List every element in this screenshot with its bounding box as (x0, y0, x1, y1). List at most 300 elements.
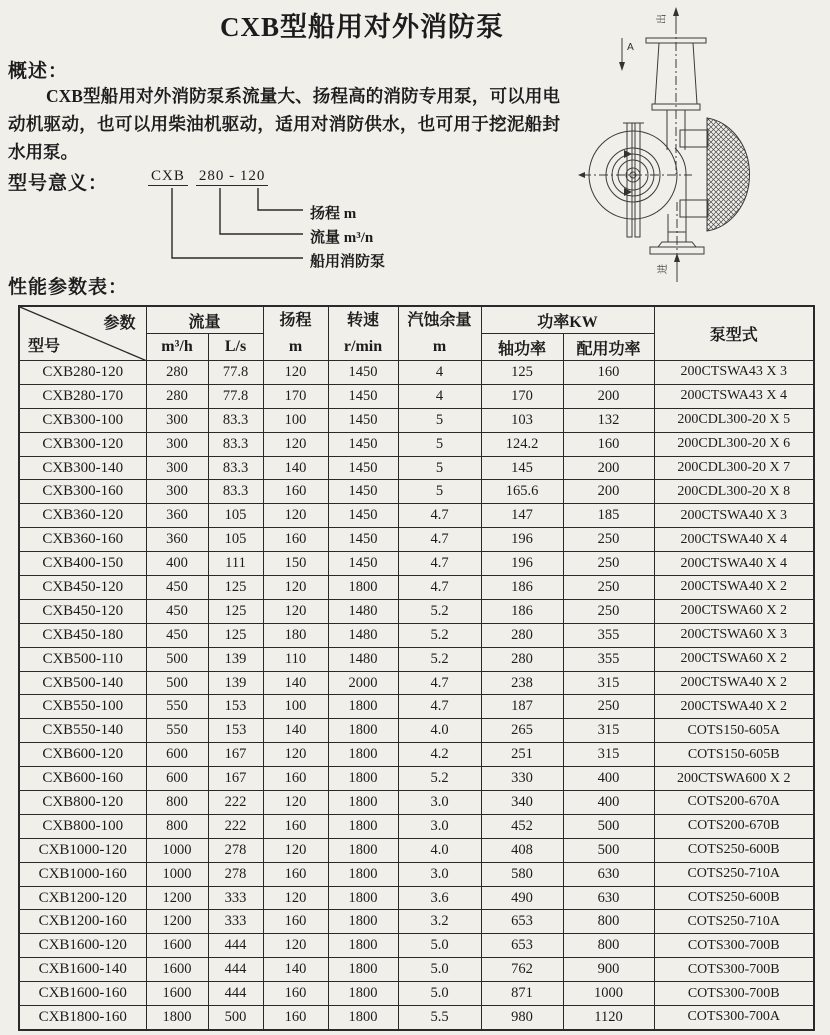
diagram-label-head: 扬程 m (310, 206, 357, 222)
value-cell: 110 (263, 647, 328, 671)
value-cell: 1800 (328, 791, 398, 815)
diagram-label-pump: 船用消防泵 (310, 254, 386, 270)
value-cell: 871 (481, 982, 563, 1006)
pump-type-cell: 200CTSWA40 X 4 (654, 528, 814, 552)
value-cell: 5.2 (398, 647, 481, 671)
value-cell: 653 (481, 910, 563, 934)
value-cell: 250 (563, 528, 654, 552)
value-cell: 1800 (328, 719, 398, 743)
value-cell: 762 (481, 958, 563, 982)
value-cell: 315 (563, 671, 654, 695)
pump-type-cell: 200CTSWA60 X 2 (654, 599, 814, 623)
model-cell: CXB300-140 (19, 456, 146, 480)
model-cell: CXB300-100 (19, 408, 146, 432)
value-cell: 444 (208, 934, 263, 958)
power-header: 功率KW (481, 306, 654, 334)
model-cell: CXB500-110 (19, 647, 146, 671)
value-cell: 125 (481, 361, 563, 385)
value-cell: 630 (563, 862, 654, 886)
pump-type-cell: COTS300-700B (654, 982, 814, 1006)
connector-top (680, 130, 708, 147)
value-cell: 140 (263, 958, 328, 982)
value-cell: 160 (263, 767, 328, 791)
model-cell: CXB1600-140 (19, 958, 146, 982)
value-cell: 355 (563, 623, 654, 647)
value-cell: 280 (481, 647, 563, 671)
value-cell: 550 (146, 695, 208, 719)
value-cell: 120 (263, 576, 328, 600)
value-cell: 5 (398, 432, 481, 456)
value-cell: 1800 (146, 1006, 208, 1030)
value-cell: 1800 (328, 982, 398, 1006)
pump-type-cell: 200CTSWA40 X 3 (654, 504, 814, 528)
value-cell: 83.3 (208, 480, 263, 504)
value-cell: 124.2 (481, 432, 563, 456)
table-row (19, 432, 814, 456)
overview-paragraph: CXB型船用对外消防泵系流量大、扬程高的消防专用泵，可以用电动机驱动，也可以用柴油机驱动，适用对消防供水，也可用于挖泥船封水用泵。 (8, 86, 560, 162)
value-cell: 120 (263, 791, 328, 815)
overview-heading: 概述： (8, 61, 69, 82)
value-cell: 5 (398, 456, 481, 480)
value-cell: 250 (563, 599, 654, 623)
value-cell: 200 (563, 480, 654, 504)
value-cell: 1120 (563, 1006, 654, 1030)
value-cell: 120 (263, 432, 328, 456)
value-cell: 360 (146, 528, 208, 552)
value-cell: 580 (481, 862, 563, 886)
table-row (19, 886, 814, 910)
value-cell: 1600 (146, 934, 208, 958)
table-row (19, 982, 814, 1006)
value-cell: 3.2 (398, 910, 481, 934)
head-header (263, 306, 328, 361)
value-cell: 160 (563, 361, 654, 385)
value-cell: 1450 (328, 384, 398, 408)
value-cell: 452 (481, 814, 563, 838)
value-cell: 120 (263, 504, 328, 528)
value-cell: 4.7 (398, 528, 481, 552)
value-cell: 160 (263, 528, 328, 552)
value-cell: 1800 (328, 767, 398, 791)
value-cell: 4.0 (398, 838, 481, 862)
value-cell: 105 (208, 504, 263, 528)
value-cell: 83.3 (208, 456, 263, 480)
table-row (19, 504, 814, 528)
model-cell: CXB360-120 (19, 504, 146, 528)
value-cell: 1800 (328, 814, 398, 838)
value-cell: 280 (146, 384, 208, 408)
model-cell: CXB1200-120 (19, 886, 146, 910)
value-cell: 100 (263, 408, 328, 432)
value-cell: 120 (263, 838, 328, 862)
value-cell: 4.7 (398, 695, 481, 719)
model-cell: CXB600-160 (19, 767, 146, 791)
shaft-power-header: 轴功率 (481, 334, 563, 361)
value-cell: 140 (263, 671, 328, 695)
value-cell: 4.7 (398, 552, 481, 576)
pump-type-cell: 200CDL300-20 X 8 (654, 480, 814, 504)
value-cell: 1800 (328, 695, 398, 719)
motor-section (707, 118, 750, 231)
corner-header-cell (19, 306, 146, 361)
model-cell: CXB550-140 (19, 719, 146, 743)
value-cell: 5.0 (398, 982, 481, 1006)
model-cell: CXB1600-120 (19, 934, 146, 958)
value-cell: 490 (481, 886, 563, 910)
performance-table (18, 305, 815, 1031)
table-row (19, 695, 814, 719)
value-cell: 315 (563, 743, 654, 767)
table-row (19, 910, 814, 934)
table-row (19, 719, 814, 743)
value-cell: 800 (563, 934, 654, 958)
value-cell: 1800 (328, 576, 398, 600)
value-cell: 800 (146, 814, 208, 838)
value-cell: 500 (563, 814, 654, 838)
value-cell: 900 (563, 958, 654, 982)
value-cell: 4.0 (398, 719, 481, 743)
value-cell: 125 (208, 599, 263, 623)
pump-type-cell: 200CTSWA43 X 3 (654, 361, 814, 385)
value-cell: 132 (563, 408, 654, 432)
speed-header (328, 306, 398, 361)
value-cell: 4.7 (398, 576, 481, 600)
model-code (148, 168, 268, 185)
model-cell: CXB280-120 (19, 361, 146, 385)
speed-header-unit: r/min (343, 337, 383, 355)
outlet-label: 出 (657, 14, 668, 24)
value-cell: 120 (263, 361, 328, 385)
value-cell: 333 (208, 886, 263, 910)
table-row (19, 934, 814, 958)
value-cell: 185 (563, 504, 654, 528)
value-cell: 300 (146, 432, 208, 456)
value-cell: 238 (481, 671, 563, 695)
value-cell: 160 (263, 814, 328, 838)
model-cell: CXB800-100 (19, 814, 146, 838)
value-cell: 120 (263, 886, 328, 910)
value-cell: 1800 (328, 958, 398, 982)
head-header-unit: m (288, 337, 303, 355)
pump-type-cell: COTS250-710A (654, 862, 814, 886)
value-cell: 3.0 (398, 814, 481, 838)
value-cell: 5.5 (398, 1006, 481, 1030)
value-cell: 160 (263, 910, 328, 934)
value-cell: 5.0 (398, 934, 481, 958)
value-cell: 125 (208, 576, 263, 600)
value-cell: 100 (263, 695, 328, 719)
value-cell: 77.8 (208, 384, 263, 408)
model-cell: CXB550-100 (19, 695, 146, 719)
model-cell: CXB1000-120 (19, 838, 146, 862)
value-cell: 1800 (328, 1006, 398, 1030)
value-cell: 5 (398, 408, 481, 432)
value-cell: 278 (208, 838, 263, 862)
model-cell: CXB1200-160 (19, 910, 146, 934)
value-cell: 170 (263, 384, 328, 408)
value-cell: 83.3 (208, 432, 263, 456)
connector-bottom (680, 200, 708, 217)
diagram-label-flow: 流量 m³/n (310, 230, 374, 246)
value-cell: 5.2 (398, 767, 481, 791)
table-row (19, 814, 814, 838)
value-cell: 300 (146, 408, 208, 432)
value-cell: 630 (563, 886, 654, 910)
value-cell: 186 (481, 599, 563, 623)
table-row (19, 408, 814, 432)
table-row (19, 599, 814, 623)
value-cell: 139 (208, 647, 263, 671)
pump-type-cell: COTS300-700B (654, 958, 814, 982)
value-cell: 1450 (328, 456, 398, 480)
model-cell: CXB600-120 (19, 743, 146, 767)
inlet-label: 进 (658, 264, 669, 274)
table-row (19, 552, 814, 576)
value-cell: 1480 (328, 623, 398, 647)
value-cell: 340 (481, 791, 563, 815)
table-body (19, 361, 814, 1030)
value-cell: 4.7 (398, 504, 481, 528)
table-row (19, 384, 814, 408)
value-cell: 400 (563, 791, 654, 815)
table-row (19, 743, 814, 767)
value-cell: 200 (563, 456, 654, 480)
value-cell: 265 (481, 719, 563, 743)
value-cell: 450 (146, 576, 208, 600)
model-code-prefix: CXB (148, 168, 188, 186)
table-row (19, 623, 814, 647)
value-cell: 408 (481, 838, 563, 862)
value-cell: 120 (263, 743, 328, 767)
value-cell: 280 (481, 623, 563, 647)
pump-type-cell: COTS250-600B (654, 886, 814, 910)
value-cell: 83.3 (208, 408, 263, 432)
section-arrowhead (619, 62, 625, 71)
value-cell: 980 (481, 1006, 563, 1030)
head-header-label: 扬程 (279, 311, 312, 329)
value-cell: 120 (263, 599, 328, 623)
value-cell: 187 (481, 695, 563, 719)
value-cell: 1000 (563, 982, 654, 1006)
npsh-header-label: 汽蚀余量 (407, 311, 472, 329)
value-cell: 160 (263, 1006, 328, 1030)
npsh-header-unit: m (432, 337, 447, 355)
value-cell: 167 (208, 743, 263, 767)
value-cell: 1600 (146, 958, 208, 982)
value-cell: 278 (208, 862, 263, 886)
value-cell: 153 (208, 695, 263, 719)
value-cell: 186 (481, 576, 563, 600)
pump-type-cell: COTS150-605A (654, 719, 814, 743)
value-cell: 103 (481, 408, 563, 432)
value-cell: 140 (263, 719, 328, 743)
value-cell: 251 (481, 743, 563, 767)
value-cell: 160 (563, 432, 654, 456)
value-cell: 4.2 (398, 743, 481, 767)
pump-type-cell: 200CTSWA43 X 4 (654, 384, 814, 408)
pump-type-cell: 200CDL300-20 X 6 (654, 432, 814, 456)
pump-type-cell: 200CTSWA60 X 3 (654, 623, 814, 647)
value-cell: 450 (146, 623, 208, 647)
pump-type-cell: COTS150-605B (654, 743, 814, 767)
value-cell: 500 (146, 647, 208, 671)
value-cell: 800 (146, 791, 208, 815)
value-cell: 1800 (328, 862, 398, 886)
value-cell: 1450 (328, 504, 398, 528)
value-cell: 5.2 (398, 623, 481, 647)
value-cell: 1450 (328, 361, 398, 385)
pump-type-cell: COTS200-670A (654, 791, 814, 815)
value-cell: 105 (208, 528, 263, 552)
table-row (19, 576, 814, 600)
value-cell: 280 (146, 361, 208, 385)
value-cell: 444 (208, 958, 263, 982)
value-cell: 1200 (146, 910, 208, 934)
table-row (19, 1006, 814, 1030)
table-row (19, 838, 814, 862)
pump-type-cell: 200CTSWA40 X 4 (654, 552, 814, 576)
model-cell: CXB400-150 (19, 552, 146, 576)
value-cell: 1800 (328, 886, 398, 910)
value-cell: 77.8 (208, 361, 263, 385)
value-cell: 160 (263, 982, 328, 1006)
value-cell: 147 (481, 504, 563, 528)
value-cell: 444 (208, 982, 263, 1006)
value-cell: 250 (563, 576, 654, 600)
pump-type-cell: 200CTSWA60 X 2 (654, 647, 814, 671)
value-cell: 4 (398, 361, 481, 385)
value-cell: 5.2 (398, 599, 481, 623)
pump-type-cell: 200CDL300-20 X 5 (654, 408, 814, 432)
value-cell: 1450 (328, 432, 398, 456)
page-title: CXB型船用对外消防泵 (219, 12, 504, 42)
value-cell: 4.7 (398, 671, 481, 695)
pump-type-cell: 200CTSWA40 X 2 (654, 576, 814, 600)
pump-type-cell: 200CTSWA40 X 2 (654, 695, 814, 719)
value-cell: 400 (146, 552, 208, 576)
table-row (19, 671, 814, 695)
table-row (19, 456, 814, 480)
model-cell: CXB450-120 (19, 576, 146, 600)
value-cell: 4 (398, 384, 481, 408)
header-row-1 (19, 306, 814, 334)
value-cell: 196 (481, 552, 563, 576)
performance-heading: 性能参数表： (8, 277, 129, 298)
value-cell: 600 (146, 767, 208, 791)
value-cell: 333 (208, 910, 263, 934)
table-row (19, 480, 814, 504)
value-cell: 500 (146, 671, 208, 695)
value-cell: 111 (208, 552, 263, 576)
value-cell: 139 (208, 671, 263, 695)
pump-drawing (576, 2, 792, 288)
pump-type-cell: 200CTSWA40 X 2 (654, 671, 814, 695)
value-cell: 5.0 (398, 958, 481, 982)
table-row (19, 647, 814, 671)
table-row (19, 958, 814, 982)
value-cell: 355 (563, 647, 654, 671)
pump-type-cell: COTS250-600B (654, 838, 814, 862)
model-cell: CXB450-120 (19, 599, 146, 623)
value-cell: 1000 (146, 838, 208, 862)
speed-header-label: 转速 (346, 311, 379, 329)
section-label: A (627, 42, 634, 53)
plate-marker-1 (624, 150, 632, 158)
value-cell: 2000 (328, 671, 398, 695)
value-cell: 600 (146, 743, 208, 767)
value-cell: 1450 (328, 480, 398, 504)
value-cell: 1800 (328, 838, 398, 862)
value-cell: 196 (481, 528, 563, 552)
value-cell: 150 (263, 552, 328, 576)
value-cell: 3.0 (398, 862, 481, 886)
value-cell: 315 (563, 719, 654, 743)
table-row (19, 361, 814, 385)
performance-table-wrap (18, 305, 815, 1031)
value-cell: 450 (146, 599, 208, 623)
value-cell: 1450 (328, 408, 398, 432)
table-row (19, 528, 814, 552)
model-cell: CXB800-120 (19, 791, 146, 815)
value-cell: 153 (208, 719, 263, 743)
model-designation-diagram (148, 166, 588, 278)
model-cell: CXB450-180 (19, 623, 146, 647)
value-cell: 400 (563, 767, 654, 791)
rated-power-header: 配用功率 (563, 334, 654, 361)
pump-type-cell: COTS300-700A (654, 1006, 814, 1030)
value-cell: 1800 (328, 934, 398, 958)
flow-header: 流量 (146, 306, 263, 334)
table-row (19, 767, 814, 791)
pump-type-header: 泵型式 (654, 306, 814, 361)
model-cell: CXB1000-160 (19, 862, 146, 886)
pump-type-cell: 200CTSWA600 X 2 (654, 767, 814, 791)
value-cell: 140 (263, 456, 328, 480)
value-cell: 3.0 (398, 791, 481, 815)
value-cell: 360 (146, 504, 208, 528)
value-cell: 500 (563, 838, 654, 862)
value-cell: 1000 (146, 862, 208, 886)
corner-parameter-label: 参数 (103, 315, 136, 332)
model-meaning-heading: 型号意义： (8, 173, 109, 194)
value-cell: 3.6 (398, 886, 481, 910)
flow-unit-ls: L/s (208, 334, 263, 361)
pump-type-cell: COTS200-670B (654, 814, 814, 838)
pump-type-cell: 200CDL300-20 X 7 (654, 456, 814, 480)
pump-type-cell: COTS250-710A (654, 910, 814, 934)
flow-unit-m3h: m³/h (146, 334, 208, 361)
value-cell: 653 (481, 934, 563, 958)
cone-flange (652, 104, 700, 110)
value-cell: 330 (481, 767, 563, 791)
table-row (19, 862, 814, 886)
table-row (19, 791, 814, 815)
model-cell: CXB280-170 (19, 384, 146, 408)
value-cell: 222 (208, 791, 263, 815)
npsh-header (398, 306, 481, 361)
value-cell: 300 (146, 480, 208, 504)
value-cell: 125 (208, 623, 263, 647)
value-cell: 550 (146, 719, 208, 743)
value-cell: 250 (563, 695, 654, 719)
value-cell: 5 (398, 480, 481, 504)
value-cell: 1800 (328, 910, 398, 934)
model-cell: CXB300-160 (19, 480, 146, 504)
value-cell: 180 (263, 623, 328, 647)
value-cell: 165.6 (481, 480, 563, 504)
value-cell: 1480 (328, 647, 398, 671)
value-cell: 222 (208, 814, 263, 838)
